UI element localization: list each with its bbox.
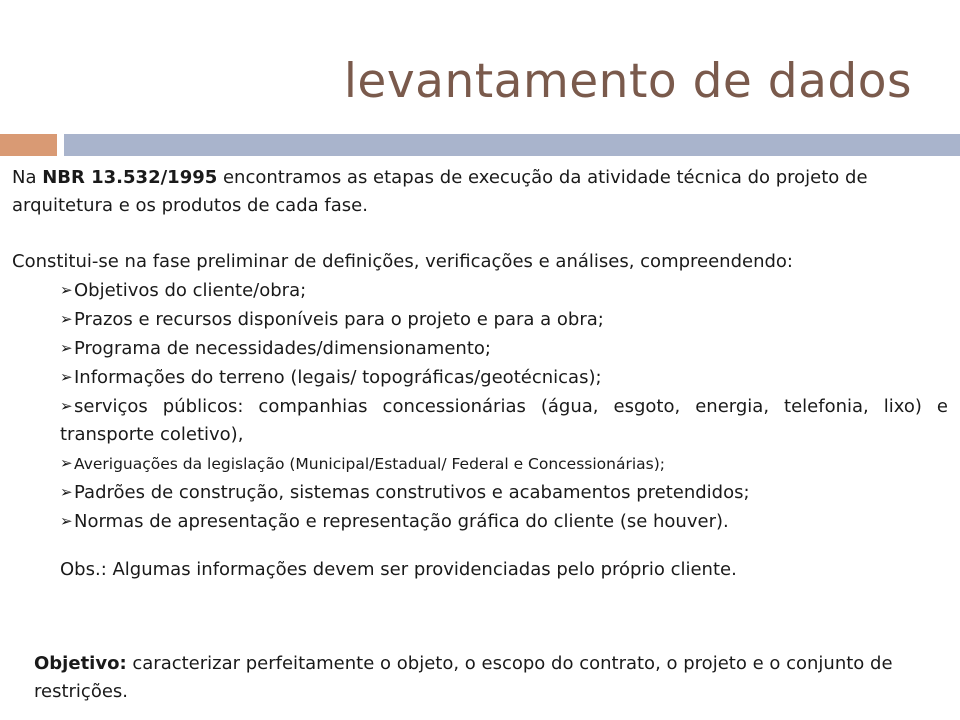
- objetivo-text: caracterizar perfeitamente o objeto, o escopo do contrato, o projeto e o conjunto de restrições.: [34, 653, 893, 702]
- intro-paragraph: [12, 164, 948, 220]
- arrow-bullet-icon: ➢: [60, 368, 73, 386]
- list-item: ➢Averiguações da legislação (Municipal/Estadual/ Federal e Concessionárias);: [60, 449, 948, 478]
- list-item: ➢Normas de apresentação e representação gráfica do cliente (se houver).: [60, 507, 948, 536]
- intro-prefix: Na: [12, 167, 43, 188]
- slide-body: [12, 164, 948, 584]
- arrow-bullet-icon: ➢: [60, 310, 73, 328]
- list-item: ➢Objetivos do cliente/obra;: [60, 276, 948, 305]
- list-item: ➢serviços públicos: companhias concessionárias (água, esgoto, energia, telefonia, lixo) e transporte coletivo),: [60, 392, 948, 449]
- objetivo-paragraph: [34, 650, 914, 706]
- arrow-bullet-icon: ➢: [60, 281, 73, 299]
- accent-bar-orange: [0, 134, 57, 156]
- accent-bar-blue: [64, 134, 960, 156]
- arrow-bullet-icon: ➢: [60, 454, 73, 472]
- lead-paragraph: Constitui-se na fase preliminar de definições, verificações e análises, compreendendo:: [12, 251, 793, 272]
- obs-note: Obs.: Algumas informações devem ser providenciadas pelo próprio cliente.: [60, 559, 737, 580]
- bullet-list: [12, 276, 948, 536]
- arrow-bullet-icon: ➢: [60, 339, 73, 357]
- list-item: ➢Padrões de construção, sistemas construtivos e acabamentos pretendidos;: [60, 478, 948, 507]
- list-item: ➢Prazos e recursos disponíveis para o projeto e para a obra;: [60, 305, 948, 334]
- list-item: ➢Programa de necessidades/dimensionamento;: [60, 334, 948, 363]
- objetivo-label: Objetivo:: [34, 653, 127, 674]
- arrow-bullet-icon: ➢: [60, 512, 73, 530]
- arrow-bullet-icon: ➢: [60, 483, 73, 501]
- intro-suffix: encontramos as etapas de execução da atividade técnica do projeto de arquitetura e os produtos de cada fase.: [12, 167, 868, 216]
- intro-norm: NBR 13.532/1995: [42, 167, 218, 188]
- slide-title: levantamento de dados: [343, 54, 912, 109]
- list-item: ➢Informações do terreno (legais/ topográficas/geotécnicas);: [60, 363, 948, 392]
- arrow-bullet-icon: ➢: [60, 397, 73, 415]
